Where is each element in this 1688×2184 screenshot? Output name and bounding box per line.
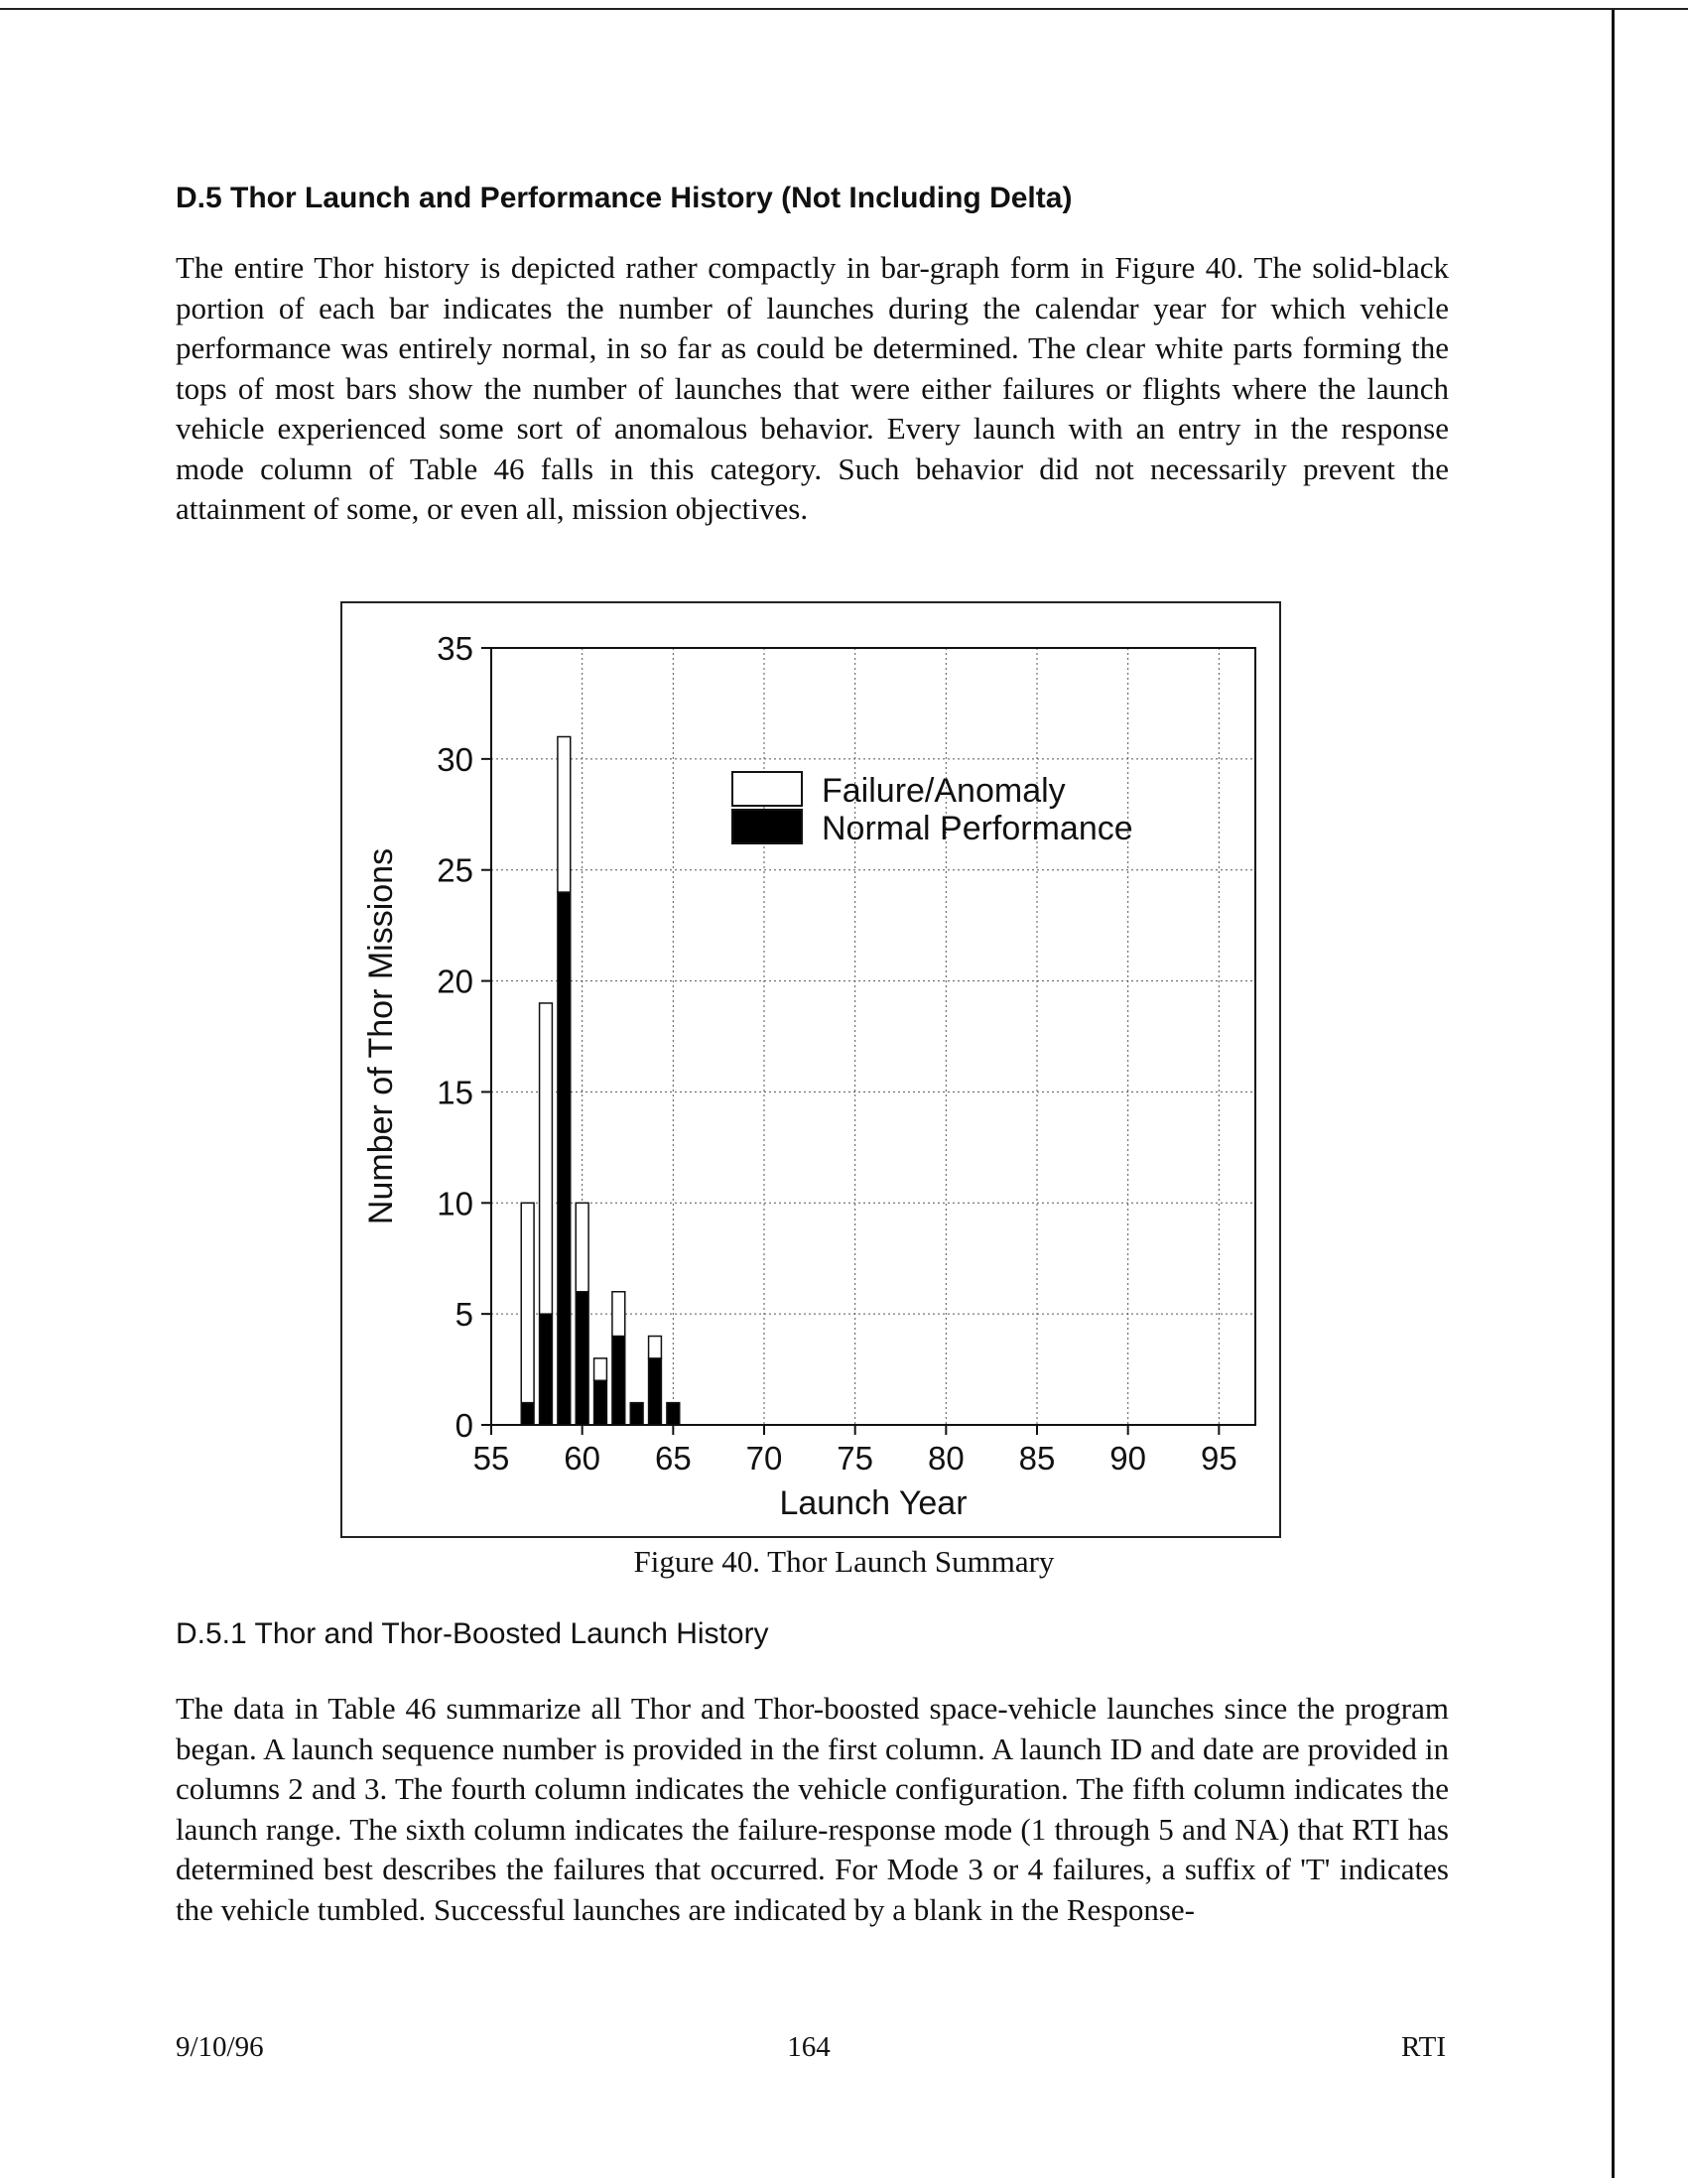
legend-label-failure: Failure/Anomaly xyxy=(822,772,1066,810)
legend-swatch-normal xyxy=(732,810,802,843)
bar-normal-performance xyxy=(558,892,571,1425)
legend-label-normal: Normal Performance xyxy=(822,810,1133,847)
y-axis-ticks xyxy=(437,630,491,1444)
x-axis-ticks xyxy=(473,1425,1237,1477)
x-tick-label: 80 xyxy=(927,1440,965,1477)
x-tick-label: 95 xyxy=(1200,1440,1237,1477)
bar-failure-anomaly xyxy=(521,1203,534,1402)
chart-grid xyxy=(491,648,1255,1425)
x-tick-label: 85 xyxy=(1018,1440,1056,1477)
bar-failure-anomaly xyxy=(649,1337,662,1358)
x-tick-label: 60 xyxy=(564,1440,601,1477)
bar-failure-anomaly xyxy=(558,736,571,892)
y-tick-label: 20 xyxy=(437,963,473,1000)
bar-normal-performance xyxy=(540,1314,553,1425)
legend xyxy=(732,772,1133,847)
y-tick-label: 30 xyxy=(437,740,473,778)
legend-swatch-failure xyxy=(732,772,802,806)
history-paragraph: The data in Table 46 summarize all Thor and Thor-boosted space-vehicle launches since the program began. A launch sequence number is provided in the first column. A launch ID and date are provided in columns 2 and 3. The fourth column indicates the vehicle configuration. The fifth column indicates the launch range. The sixth column indicates the failure-response mode (1 through 5 and NA) that RTI has determined best describes the failures that occurred. For Mode 3 or 4 failures, a suffix of 'T' indicates the vehicle tumbled. Successful launches are indicated by a blank in the Response- xyxy=(176,1691,1449,1927)
y-tick-label: 25 xyxy=(437,851,473,889)
x-tick-label: 65 xyxy=(654,1440,692,1477)
y-tick-label: 10 xyxy=(437,1185,473,1222)
bar-failure-anomaly xyxy=(576,1203,588,1291)
bar-normal-performance xyxy=(612,1337,625,1425)
bar-failure-anomaly xyxy=(594,1358,607,1380)
bar-normal-performance xyxy=(667,1403,680,1425)
footer-org: RTI xyxy=(1401,2031,1446,2063)
subsection-heading: D.5.1 Thor and Thor-Boosted Launch History xyxy=(176,1617,769,1650)
x-tick-label: 75 xyxy=(837,1440,874,1477)
y-tick-label: 0 xyxy=(454,1407,473,1444)
bar-failure-anomaly xyxy=(540,1003,553,1314)
y-tick-label: 35 xyxy=(437,630,473,667)
bar-normal-performance xyxy=(576,1292,588,1425)
x-axis-title: Launch Year xyxy=(779,1484,968,1522)
x-tick-label: 70 xyxy=(745,1440,783,1477)
intro-paragraph: The entire Thor history is depicted rather compactly in bar-graph form in Figure 40. The solid-black portion of each bar indicates the number of launches during the calendar year for which vehicle performance was entirely normal, in so far as could be determined. The clear white parts forming the tops of most bars show the number of launches that were either failures or flights where the launch vehicle experienced some sort of anomalous behavior. Every launch with an entry in the response mode column of Table 46 falls in this category. Such behavior did not necessarily prevent the attainment of some, or even all, mission objectives. xyxy=(176,250,1449,526)
plot-frame xyxy=(491,648,1255,1425)
section-heading: D.5 Thor Launch and Performance History (Not Including Delta) xyxy=(176,182,1073,214)
x-tick-label: 90 xyxy=(1109,1440,1147,1477)
bar-normal-performance xyxy=(630,1403,643,1425)
x-tick-label: 55 xyxy=(472,1440,510,1477)
y-tick-label: 15 xyxy=(437,1074,473,1111)
bar-failure-anomaly xyxy=(612,1292,625,1337)
top-rule xyxy=(0,8,1688,10)
bar-normal-performance xyxy=(594,1380,607,1425)
footer-date: 9/10/96 xyxy=(176,2031,264,2063)
figure-40-chart xyxy=(340,601,1281,1538)
footer-page-number: 164 xyxy=(787,2031,831,2063)
figure-caption: Figure 40. Thor Launch Summary xyxy=(633,1544,1055,1579)
y-axis-title: Number of Thor Missions xyxy=(362,847,400,1225)
y-tick-label: 5 xyxy=(454,1296,473,1334)
scan-edge xyxy=(1612,10,1615,2178)
bar-normal-performance xyxy=(649,1358,662,1425)
bar-normal-performance xyxy=(521,1403,534,1425)
chart-svg xyxy=(342,603,1279,1536)
bars xyxy=(521,736,680,1425)
